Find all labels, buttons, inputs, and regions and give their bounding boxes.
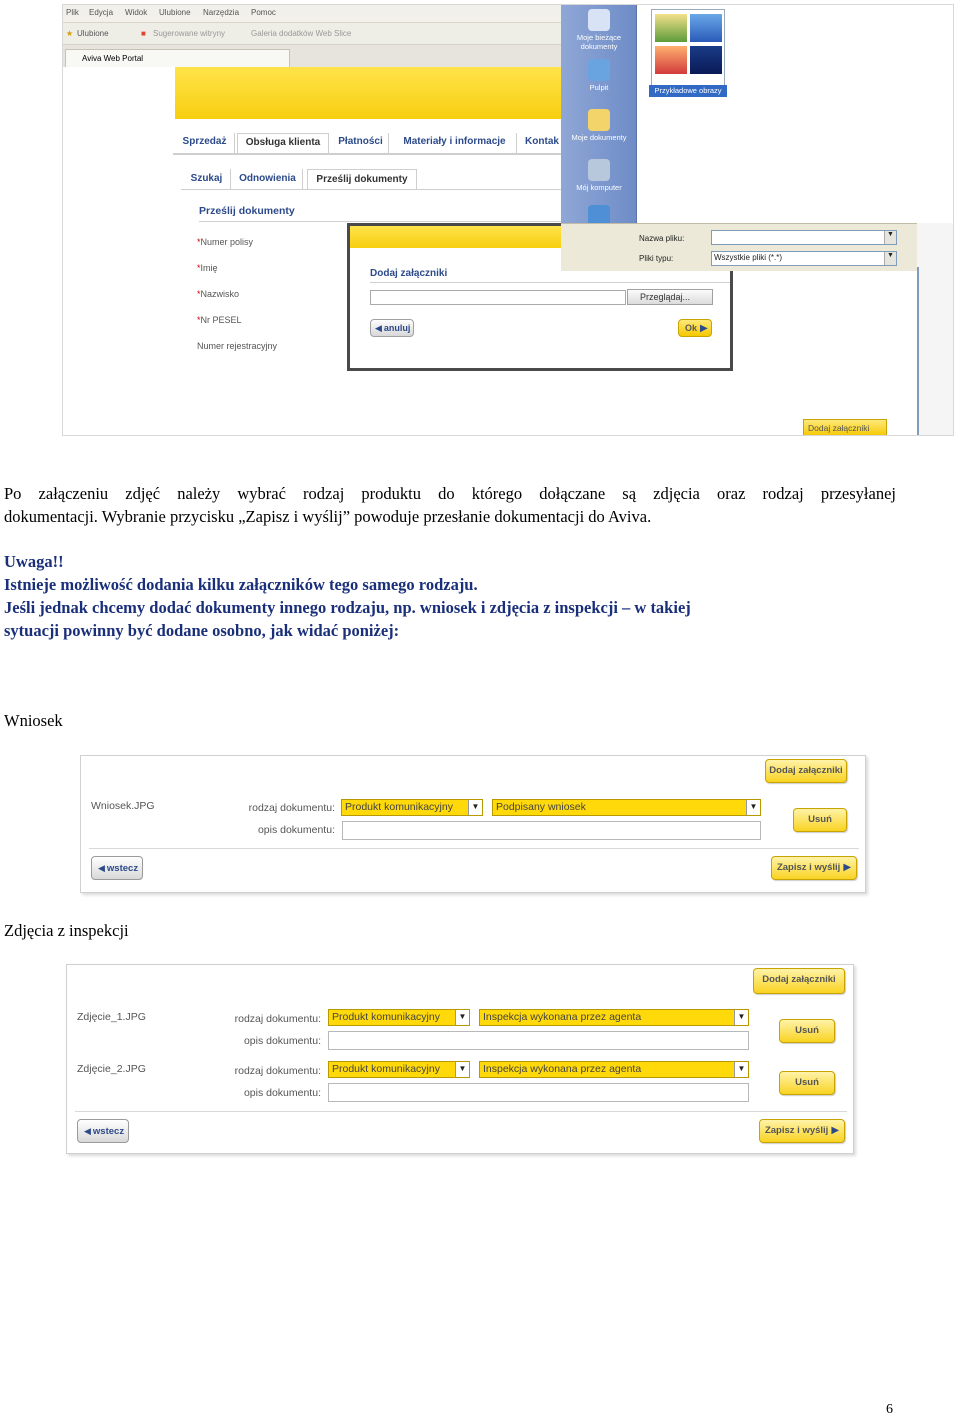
save-and-send-button[interactable]: Zapisz i wyślij ▶ [759, 1119, 845, 1143]
field-last-name: *Nazwisko [197, 289, 240, 299]
place-desktop[interactable]: Pulpit [565, 59, 633, 92]
window-edge [917, 267, 919, 436]
zdjecia-form-screenshot [66, 964, 854, 1154]
subtab-search[interactable]: Szukaj [183, 169, 231, 189]
browse-button[interactable]: Przeglądaj... [627, 289, 713, 305]
attachment-filename: Zdjęcie_2.JPG [77, 1063, 146, 1075]
clock-icon [588, 9, 610, 31]
tabs-divider [173, 153, 563, 155]
browser-menu-bar [63, 5, 563, 23]
dialog-banner [350, 226, 562, 248]
doc-type-select[interactable]: Inspekcja wykonana przez agenta ▼ [479, 1061, 749, 1078]
doc-type-label: rodzaj dokumentu: [234, 1065, 321, 1077]
product-select[interactable]: Produkt komunikacyjny ▼ [341, 799, 483, 816]
tab-payments[interactable]: Płatności [333, 133, 389, 153]
add-attachments-button[interactable]: Dodaj załączniki [803, 419, 887, 436]
place-my-documents[interactable]: Moje dokumenty [565, 109, 633, 142]
form-title: Prześlij dokumenty [199, 205, 295, 217]
arrow-left-icon: ◀ [98, 863, 105, 873]
note-line-1: Istnieje możliwość dodania kilku załączników tego samego rodzaju. [4, 575, 478, 594]
field-pesel: *Nr PESEL [197, 315, 242, 325]
subtabs-divider [181, 189, 563, 190]
attachment-filename: Wniosek.JPG [91, 800, 155, 812]
product-select[interactable]: Produkt komunikacyjny ▼ [328, 1009, 470, 1026]
file-name-combo[interactable] [711, 230, 897, 245]
doc-description-input[interactable] [328, 1083, 749, 1102]
field-first-name: *Imię [197, 263, 218, 273]
caption-wniosek: Wniosek [4, 711, 63, 730]
remove-button[interactable]: Usuń [779, 1019, 835, 1043]
computer-icon [588, 159, 610, 181]
dropdown-arrow-icon: ▼ [746, 800, 760, 815]
browser-tab[interactable]: Aviva Web Portal [65, 49, 290, 67]
doc-description-label: opis dokumentu: [243, 1087, 321, 1099]
sample-pictures-folder[interactable] [651, 9, 725, 87]
thumb-sky-icon [690, 14, 722, 42]
favorites-bar [63, 23, 563, 45]
dropdown-arrow-icon: ▼ [468, 800, 482, 815]
menu-tools[interactable]: Narzędzia [203, 8, 240, 17]
add-attachments-button[interactable]: Dodaj załączniki [765, 759, 847, 783]
file-path-input[interactable] [370, 290, 626, 305]
menu-favorites[interactable]: Ulubione [159, 8, 191, 17]
suggested-sites-link[interactable]: Sugerowane witryny [153, 29, 226, 38]
suggested-sites-icon: ■ [141, 29, 146, 38]
doc-type-label: rodzaj dokumentu: [234, 1013, 321, 1025]
dropdown-arrow-icon: ▼ [884, 252, 896, 265]
field-registration-number: Numer rejestracyjny [197, 341, 278, 351]
separator [89, 848, 859, 849]
dropdown-arrow-icon: ▼ [734, 1010, 748, 1025]
menu-help[interactable]: Pomoc [251, 8, 276, 17]
menu-view[interactable]: Widok [125, 8, 148, 17]
doc-type-label: rodzaj dokumentu: [248, 802, 335, 814]
dropdown-arrow-icon: ▼ [455, 1062, 469, 1077]
arrow-right-icon: ▶ [843, 862, 852, 873]
menu-edit[interactable]: Edycja [89, 8, 114, 17]
upload-screenshot [62, 4, 954, 436]
tab-sales[interactable]: Sprzedaż [175, 133, 235, 153]
wniosek-form-screenshot [80, 755, 866, 893]
file-name-label: Nazwa pliku: [639, 234, 685, 243]
favorites-button[interactable]: Ulubione [77, 29, 109, 38]
doc-type-select[interactable]: Inspekcja wykonana przez agenta ▼ [479, 1009, 749, 1026]
caption-zdjecia: Zdjęcia z inspekcji [4, 921, 129, 940]
page-banner [175, 67, 563, 119]
add-attachments-button[interactable]: Dodaj załączniki [753, 968, 845, 994]
menu-file[interactable]: Plik [66, 8, 79, 17]
back-button[interactable]: ◀ wstecz [91, 856, 143, 880]
subtab-renewals[interactable]: Odnowienia [233, 169, 303, 189]
page-number: 6 [886, 1402, 893, 1417]
attachment-filename: Zdjęcie_1.JPG [77, 1011, 146, 1023]
dropdown-arrow-icon: ▼ [734, 1062, 748, 1077]
arrow-left-icon: ◀ [375, 323, 382, 333]
note-line-2: Jeśli jednak chcemy dodać dokumenty innego rodzaju, np. wniosek i zdjęcia z inspekcji – w takiej [4, 598, 691, 617]
file-type-label: Pliki typu: [639, 254, 674, 263]
thumb-flowers-icon [655, 14, 687, 42]
desktop-icon [588, 59, 610, 81]
paragraph-line-1: Po załączeniu zdjęć należy wybrać rodzaj produktu do którego dołączane są zdjęcia oraz rodzaj przesyłanej [4, 484, 896, 503]
save-and-send-button[interactable]: Zapisz i wyślij ▶ [771, 856, 857, 880]
dropdown-arrow-icon: ▼ [884, 231, 896, 244]
note-title: Uwaga!! [4, 552, 64, 571]
remove-button[interactable]: Usuń [779, 1071, 835, 1095]
file-dialog-footer [561, 223, 954, 271]
arrow-right-icon: ▶ [700, 323, 708, 334]
place-recent-documents[interactable]: Moje bieżące dokumenty [565, 9, 633, 51]
doc-description-input[interactable] [328, 1031, 749, 1050]
folder-icon [588, 109, 610, 131]
sample-pictures-label: Przykładowe obrazy [649, 85, 727, 97]
web-slice-gallery-link[interactable]: Galeria dodatków Web Slice [251, 29, 352, 38]
separator [75, 1111, 847, 1112]
thumb-water-icon [690, 46, 722, 74]
thumb-sunset-icon [655, 46, 687, 74]
dialog-title: Dodaj załączniki [370, 268, 448, 279]
cancel-button[interactable]: ◀ anuluj [370, 319, 414, 337]
dialog-title-divider [370, 282, 730, 283]
star-icon: ★ [66, 29, 74, 38]
paragraph-line-2: dokumentacji. Wybranie przycisku „Zapisz i wyślij” powoduje przesłanie dokumentacji do Aviva. [4, 507, 652, 526]
tab-customer-service[interactable]: Obsługa klienta [237, 133, 329, 153]
product-select[interactable]: Produkt komunikacyjny ▼ [328, 1061, 470, 1078]
tab-contact[interactable]: Kontak [525, 136, 559, 147]
subtab-upload-documents[interactable]: Prześlij dokumenty [307, 169, 417, 189]
ok-button[interactable]: Ok ▶ [678, 319, 712, 337]
doc-type-select[interactable]: Podpisany wniosek ▼ [492, 799, 761, 816]
dropdown-arrow-icon: ▼ [455, 1010, 469, 1025]
remove-button[interactable]: Usuń [793, 808, 847, 832]
arrow-right-icon: ▶ [831, 1125, 840, 1136]
note-line-3: sytuacji powinny być dodane osobno, jak widać poniżej: [4, 621, 400, 640]
back-button[interactable]: ◀ wstecz [77, 1119, 129, 1143]
doc-description-label: opis dokumentu: [257, 824, 335, 836]
field-policy-number: *Numer polisy [197, 237, 254, 247]
doc-description-input[interactable] [342, 821, 761, 840]
doc-description-label: opis dokumentu: [243, 1035, 321, 1047]
place-my-computer[interactable]: Mój komputer [565, 159, 633, 192]
form-title-divider [199, 221, 563, 222]
file-type-combo[interactable]: Wszystkie pliki (*.*) ▼ [711, 251, 897, 266]
arrow-left-icon: ◀ [84, 1126, 91, 1136]
tab-materials[interactable]: Materiały i informacje [393, 133, 517, 153]
page-side-area [917, 223, 954, 436]
